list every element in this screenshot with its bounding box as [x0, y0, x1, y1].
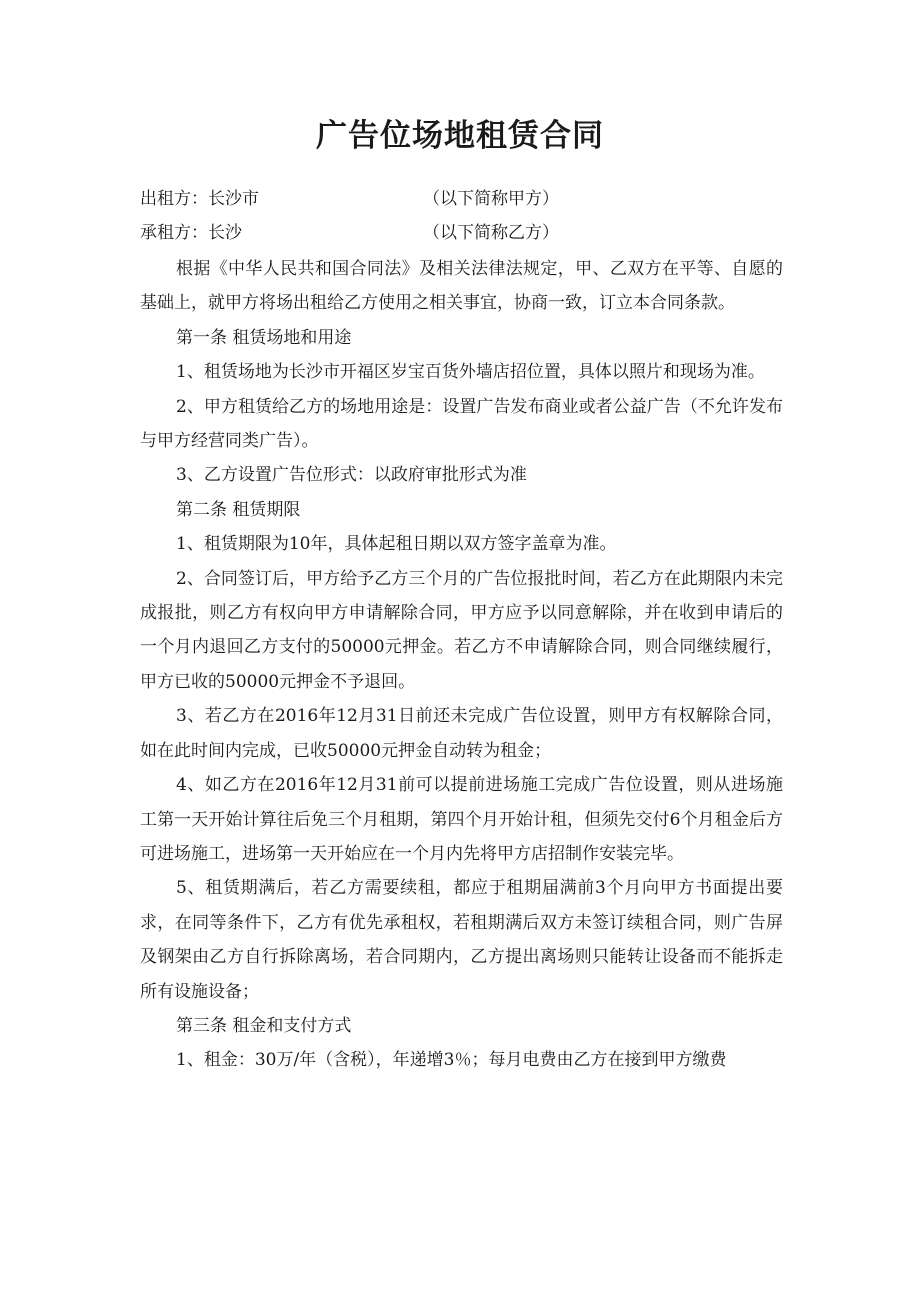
lessee-line: [140, 216, 559, 250]
clause-paragraph: 3、乙方设置广告位形式：以政府审批形式为准: [176, 465, 527, 486]
preamble-paragraph: 根据《中华人民共和国合同法》及相关法律法规定，甲、乙双方在平等、自愿的基础上，就甲方将场出租给乙方使用之相关事宜，协商一致，订立本合同条款。: [140, 259, 783, 314]
article-heading: 第二条 租赁期限: [176, 499, 301, 520]
clause-paragraph: 2、甲方租赁给乙方的场地用途是：设置广告发布商业或者公益广告（不允许发布与甲方经营同类广告）。: [140, 396, 783, 452]
contract-body: [140, 252, 783, 1078]
lessor-line: [140, 182, 559, 216]
clause-paragraph: 1、租赁期限为10年，具体起租日期以双方签字盖章为准。: [176, 534, 617, 555]
clause-paragraph: 1、租赁场地为长沙市开福区岁宝百货外墙店招位置，具体以照片和现场为准。: [176, 362, 765, 383]
clause-paragraph: 4、如乙方在2016年12月31前可以提前进场施工完成广告位设置，则从进场施工第一天开始计算往后免三个月租期，第四个月开始计租，但须先交付6个月租金后方可进场施工，进场第一天开始应在一个月内先将甲方店招制作安装完毕。: [140, 775, 783, 864]
lessor-note: （以下简称甲方）: [423, 189, 559, 209]
clause-paragraph: 1、租金：30万/年（含税），年递增3％；每月电费由乙方在接到甲方缴费: [176, 1050, 727, 1071]
clause-paragraph: 5、租赁期满后，若乙方需要续租，都应于租期届满前3个月向甲方书面提出要求，在同等条件下，乙方有优先承租权，若租期满后双方未签订续租合同，则广告屏及钢架由乙方自行拆除离场，若合同期内，乙方提出离场则只能转让设备而不能拆走所有设施设备；: [140, 878, 783, 1002]
lessor-label: 出租方：长沙市: [140, 189, 259, 209]
document-title: 广告位场地租赁合同: [316, 118, 604, 154]
clause-paragraph: 2、合同签订后，甲方给予乙方三个月的广告位报批时间，若乙方在此期限内未完成报批，则乙方有权向甲方申请解除合同，甲方应予以同意解除，并在收到申请后的一个月内退回乙方支付的50000元押金。若乙方不申请解除合同，则合同继续履行，甲方已收的50000元押金不予退回。: [140, 568, 783, 692]
lessee-note: （以下简称乙方）: [423, 223, 559, 243]
article-heading: 第一条 租赁场地和用途: [176, 327, 352, 348]
clause-paragraph: 3、若乙方在2016年12月31日前还未完成广告位设置，则甲方有权解除合同，如在此时间内完成，已收50000元押金自动转为租金；: [140, 706, 783, 761]
article-heading: 第三条 租金和支付方式: [176, 1015, 352, 1036]
lessee-label: 承租方：长沙: [140, 223, 242, 243]
